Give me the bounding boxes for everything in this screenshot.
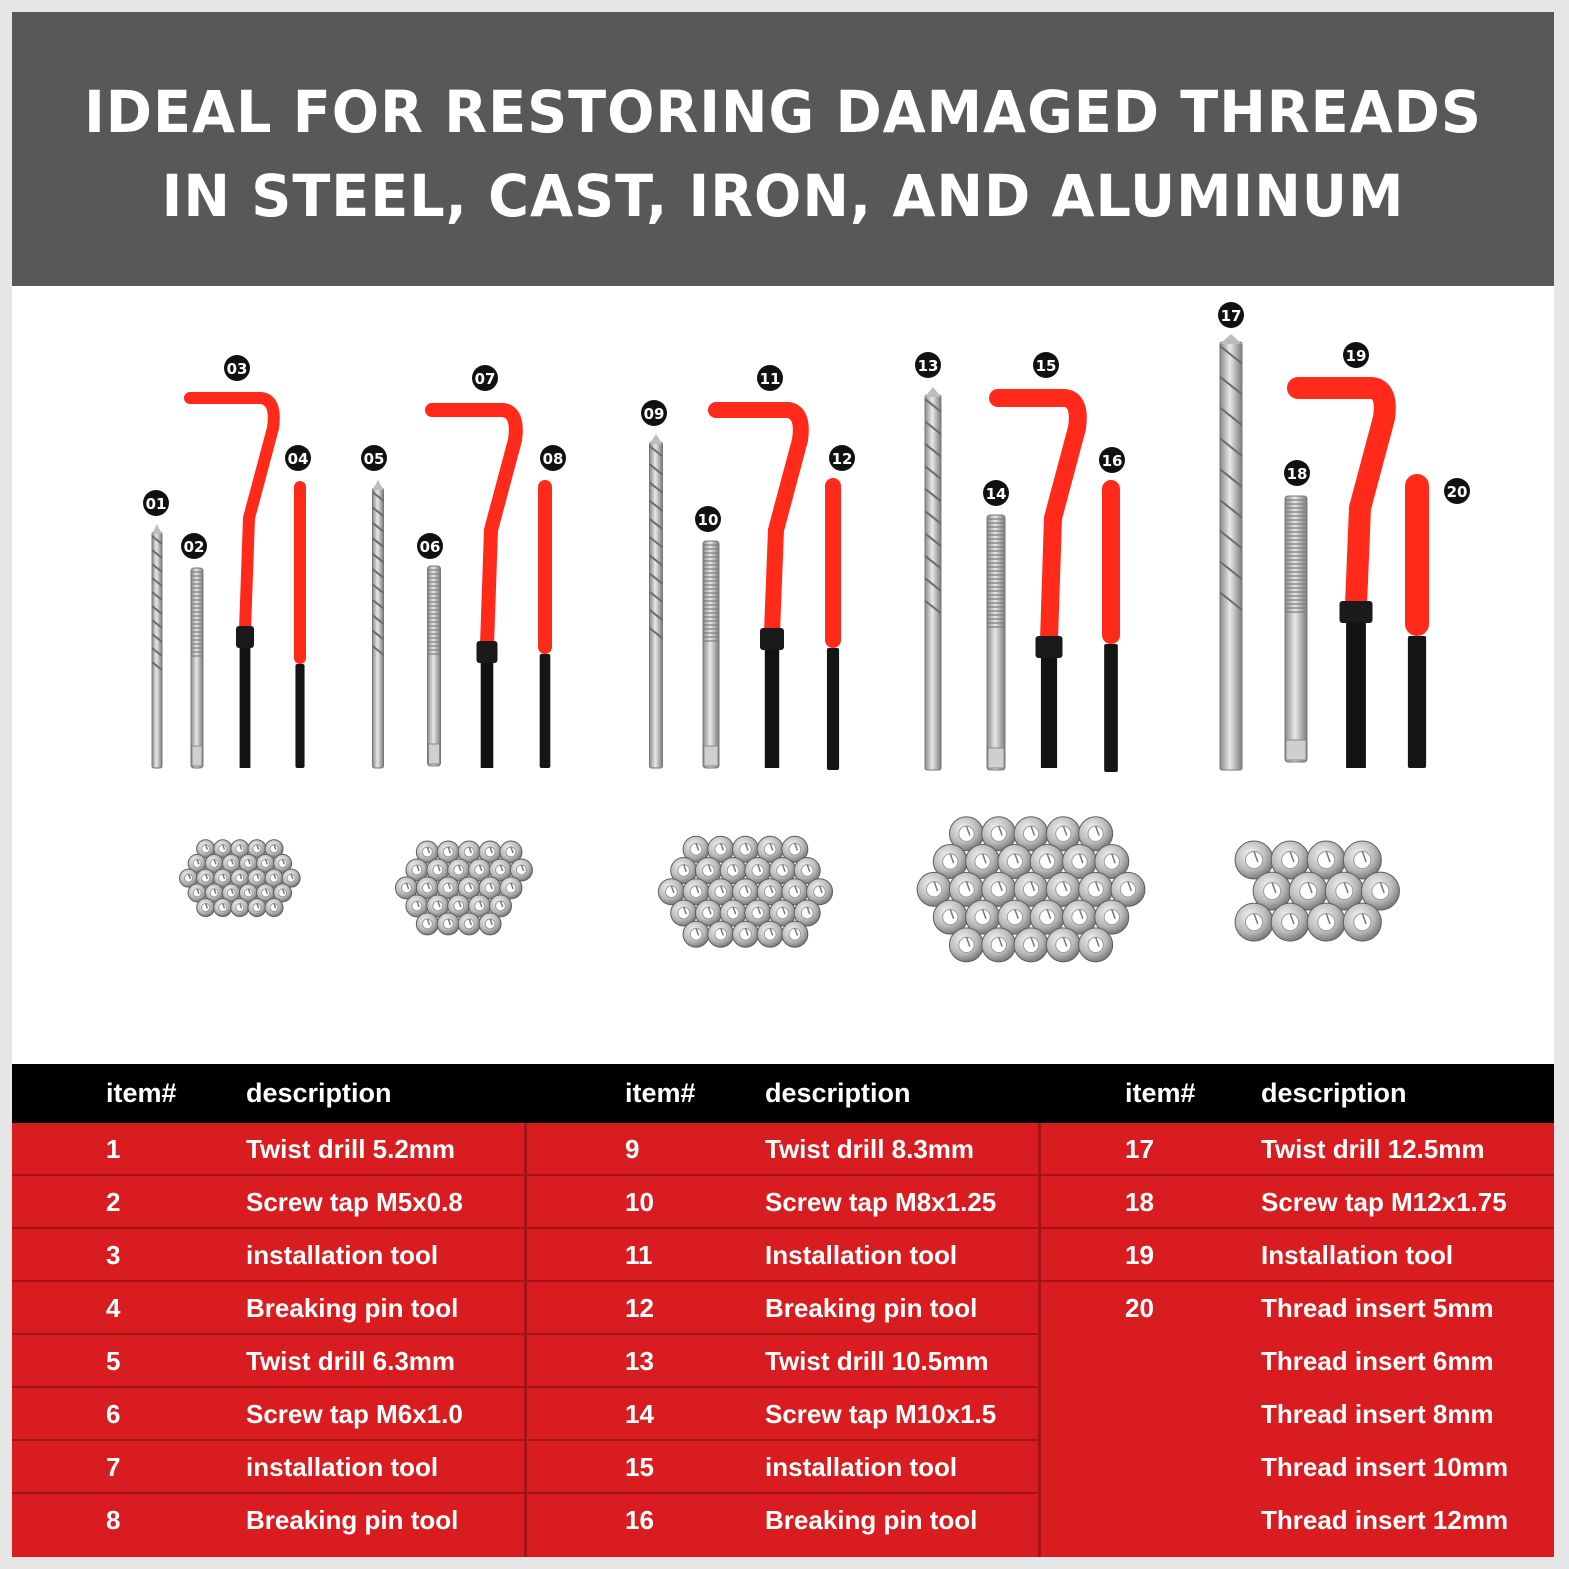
table-row — [1041, 1494, 1554, 1547]
table-row — [12, 1335, 524, 1388]
table-row — [12, 1123, 524, 1176]
table-row — [527, 1335, 1038, 1388]
tool-number-badge — [143, 490, 169, 516]
tool-number-label: 20 — [1446, 483, 1468, 501]
item-description: Thread insert 8mm — [1261, 1399, 1494, 1429]
table-row — [527, 1282, 1038, 1335]
breaking-pin-tool — [538, 480, 552, 768]
item-number: 18 — [1125, 1187, 1154, 1217]
item-description: Screw tap M12x1.75 — [1261, 1187, 1507, 1217]
table-row — [12, 1441, 524, 1494]
table-row — [12, 1494, 524, 1547]
item-description: Twist drill 12.5mm — [1261, 1134, 1485, 1164]
item-description: installation tool — [765, 1452, 958, 1482]
thread-insert-cluster — [917, 817, 1145, 962]
twist-drill — [152, 524, 162, 768]
tool-number-badge — [1284, 460, 1310, 486]
table-row — [527, 1229, 1038, 1282]
header-item-col-1: item# — [106, 1078, 177, 1108]
installation-tool — [716, 410, 801, 768]
tool-number-label: 01 — [145, 495, 167, 513]
header-item-col-3: item# — [1125, 1078, 1196, 1108]
tool-number-label: 03 — [226, 360, 248, 378]
thread-insert-cluster — [395, 841, 532, 935]
tool-number-badge — [915, 352, 941, 378]
tool-number-label: 13 — [917, 357, 939, 375]
tool-kit-illustration — [12, 286, 1554, 1066]
table-row — [12, 1176, 524, 1229]
installation-tool — [998, 398, 1078, 768]
item-number: 19 — [1125, 1240, 1154, 1270]
tool-number-badge — [285, 445, 311, 471]
tool-number-label: 06 — [419, 538, 441, 556]
item-description: Breaking pin tool — [246, 1293, 459, 1323]
installation-tool — [1298, 388, 1385, 768]
item-number: 17 — [1125, 1134, 1154, 1164]
tool-number-label: 08 — [542, 450, 564, 468]
tool-number-label: 11 — [759, 370, 781, 388]
parts-table — [12, 1064, 1554, 1557]
item-description: Installation tool — [765, 1240, 958, 1270]
tool-number-label: 04 — [287, 450, 309, 468]
table-row — [527, 1494, 1038, 1547]
table-row — [1041, 1335, 1554, 1388]
thread-insert-cluster — [180, 840, 301, 917]
item-description: Breaking pin tool — [765, 1505, 978, 1535]
item-number: 11 — [625, 1240, 653, 1270]
item-number: 8 — [106, 1505, 121, 1535]
item-description: Thread insert 10mm — [1261, 1452, 1509, 1482]
tool-number-label: 19 — [1345, 347, 1367, 365]
item-description: Thread insert 12mm — [1261, 1505, 1509, 1535]
thread-insert-cluster — [1235, 841, 1399, 941]
breaking-pin-tool — [1102, 480, 1120, 772]
tool-number-badge — [472, 365, 498, 391]
item-description: Twist drill 6.3mm — [246, 1346, 456, 1376]
table-row — [1041, 1441, 1554, 1494]
item-number: 4 — [106, 1293, 121, 1323]
table-row — [1041, 1123, 1554, 1176]
tool-number-badge — [983, 480, 1009, 506]
item-description: Thread insert 6mm — [1261, 1346, 1494, 1376]
tool-number-label: 15 — [1035, 357, 1057, 375]
item-number: 14 — [625, 1399, 654, 1429]
item-description: Breaking pin tool — [246, 1505, 459, 1535]
item-description: Thread insert 5mm — [1261, 1293, 1494, 1323]
breaking-pin-tool — [825, 478, 841, 770]
tool-number-badge — [1343, 342, 1369, 368]
table-row — [1041, 1176, 1554, 1229]
item-number: 9 — [625, 1134, 640, 1164]
item-description: Screw tap M5x0.8 — [246, 1187, 463, 1217]
screw-tap — [987, 515, 1005, 770]
thread-insert-cluster — [658, 836, 832, 947]
tool-number-badge — [181, 533, 207, 559]
tool-number-label: 02 — [183, 538, 205, 556]
table-row — [1041, 1388, 1554, 1441]
item-number: 13 — [625, 1346, 654, 1376]
tool-number-label: 14 — [985, 485, 1007, 503]
table-row — [12, 1229, 524, 1282]
tool-number-badge — [540, 445, 566, 471]
tool-number-badge — [417, 533, 443, 559]
item-description: Screw tap M10x1.5 — [765, 1399, 997, 1429]
twist-drill — [373, 480, 384, 768]
tool-number-badge — [829, 445, 855, 471]
table-row — [527, 1176, 1038, 1229]
twist-drill — [650, 434, 663, 768]
tool-kit-photo — [12, 286, 1554, 1066]
screw-tap — [1285, 496, 1307, 762]
tool-number-badge — [695, 506, 721, 532]
item-description: Breaking pin tool — [765, 1293, 978, 1323]
item-number: 20 — [1125, 1293, 1154, 1323]
header-desc-col-1: description — [246, 1078, 392, 1108]
item-description: Twist drill 10.5mm — [765, 1346, 989, 1376]
tool-number-badge — [361, 445, 387, 471]
item-number: 12 — [625, 1293, 654, 1323]
tool-number-badge — [1218, 302, 1244, 328]
item-number: 1 — [106, 1134, 121, 1164]
item-description: Screw tap M6x1.0 — [246, 1399, 463, 1429]
item-number: 3 — [106, 1240, 121, 1270]
item-description: Installation tool — [1261, 1240, 1454, 1270]
table-row — [527, 1441, 1038, 1494]
tool-number-label: 16 — [1101, 452, 1123, 470]
installation-tool — [432, 410, 516, 768]
headline-banner — [12, 12, 1554, 286]
table-row — [527, 1388, 1038, 1441]
tool-number-label: 09 — [643, 405, 665, 423]
headline-line-2: IN STEEL, CAST, IRON, AND ALUMINUM — [161, 162, 1405, 230]
table-row — [1041, 1229, 1554, 1282]
product-infographic — [12, 12, 1554, 1557]
table-row — [1041, 1282, 1554, 1335]
table-row — [12, 1282, 524, 1335]
tool-number-badge — [1444, 478, 1470, 504]
item-description: Screw tap M8x1.25 — [765, 1187, 997, 1217]
item-number: 7 — [106, 1452, 121, 1482]
tool-number-label: 12 — [831, 450, 853, 468]
twist-drill — [1220, 334, 1242, 770]
headline-line-1: IDEAL FOR RESTORING DAMAGED THREADS — [84, 78, 1482, 146]
item-number: 15 — [625, 1452, 654, 1482]
twist-drill — [925, 387, 941, 770]
tool-number-badge — [1033, 352, 1059, 378]
item-description: Twist drill 5.2mm — [246, 1134, 456, 1164]
table-body — [12, 1123, 1554, 1557]
tool-number-badge — [224, 355, 250, 381]
table-header — [12, 1064, 1554, 1123]
breaking-pin-tool — [294, 481, 306, 768]
tool-number-badge — [641, 400, 667, 426]
header-item-col-2: item# — [625, 1078, 696, 1108]
screw-tap — [191, 568, 203, 768]
item-number: 10 — [625, 1187, 654, 1217]
tool-number-label: 17 — [1220, 307, 1242, 325]
tool-number-label: 05 — [363, 450, 385, 468]
header-desc-col-3: description — [1261, 1078, 1407, 1108]
tool-number-badge — [1099, 447, 1125, 473]
tool-number-label: 18 — [1286, 465, 1308, 483]
breaking-pin-tool — [1405, 474, 1429, 768]
table-row — [12, 1388, 524, 1441]
screw-tap — [703, 541, 719, 768]
item-number: 5 — [106, 1346, 121, 1376]
header-desc-col-2: description — [765, 1078, 911, 1108]
item-description: installation tool — [246, 1452, 439, 1482]
tool-number-label: 10 — [697, 511, 719, 529]
tool-number-label: 07 — [474, 370, 496, 388]
item-description: installation tool — [246, 1240, 439, 1270]
item-number: 6 — [106, 1399, 121, 1429]
item-description: Twist drill 8.3mm — [765, 1134, 975, 1164]
table-row — [527, 1123, 1038, 1176]
item-number: 2 — [106, 1187, 121, 1217]
item-number: 16 — [625, 1505, 654, 1535]
screw-tap — [428, 566, 441, 766]
tool-number-badge — [757, 365, 783, 391]
